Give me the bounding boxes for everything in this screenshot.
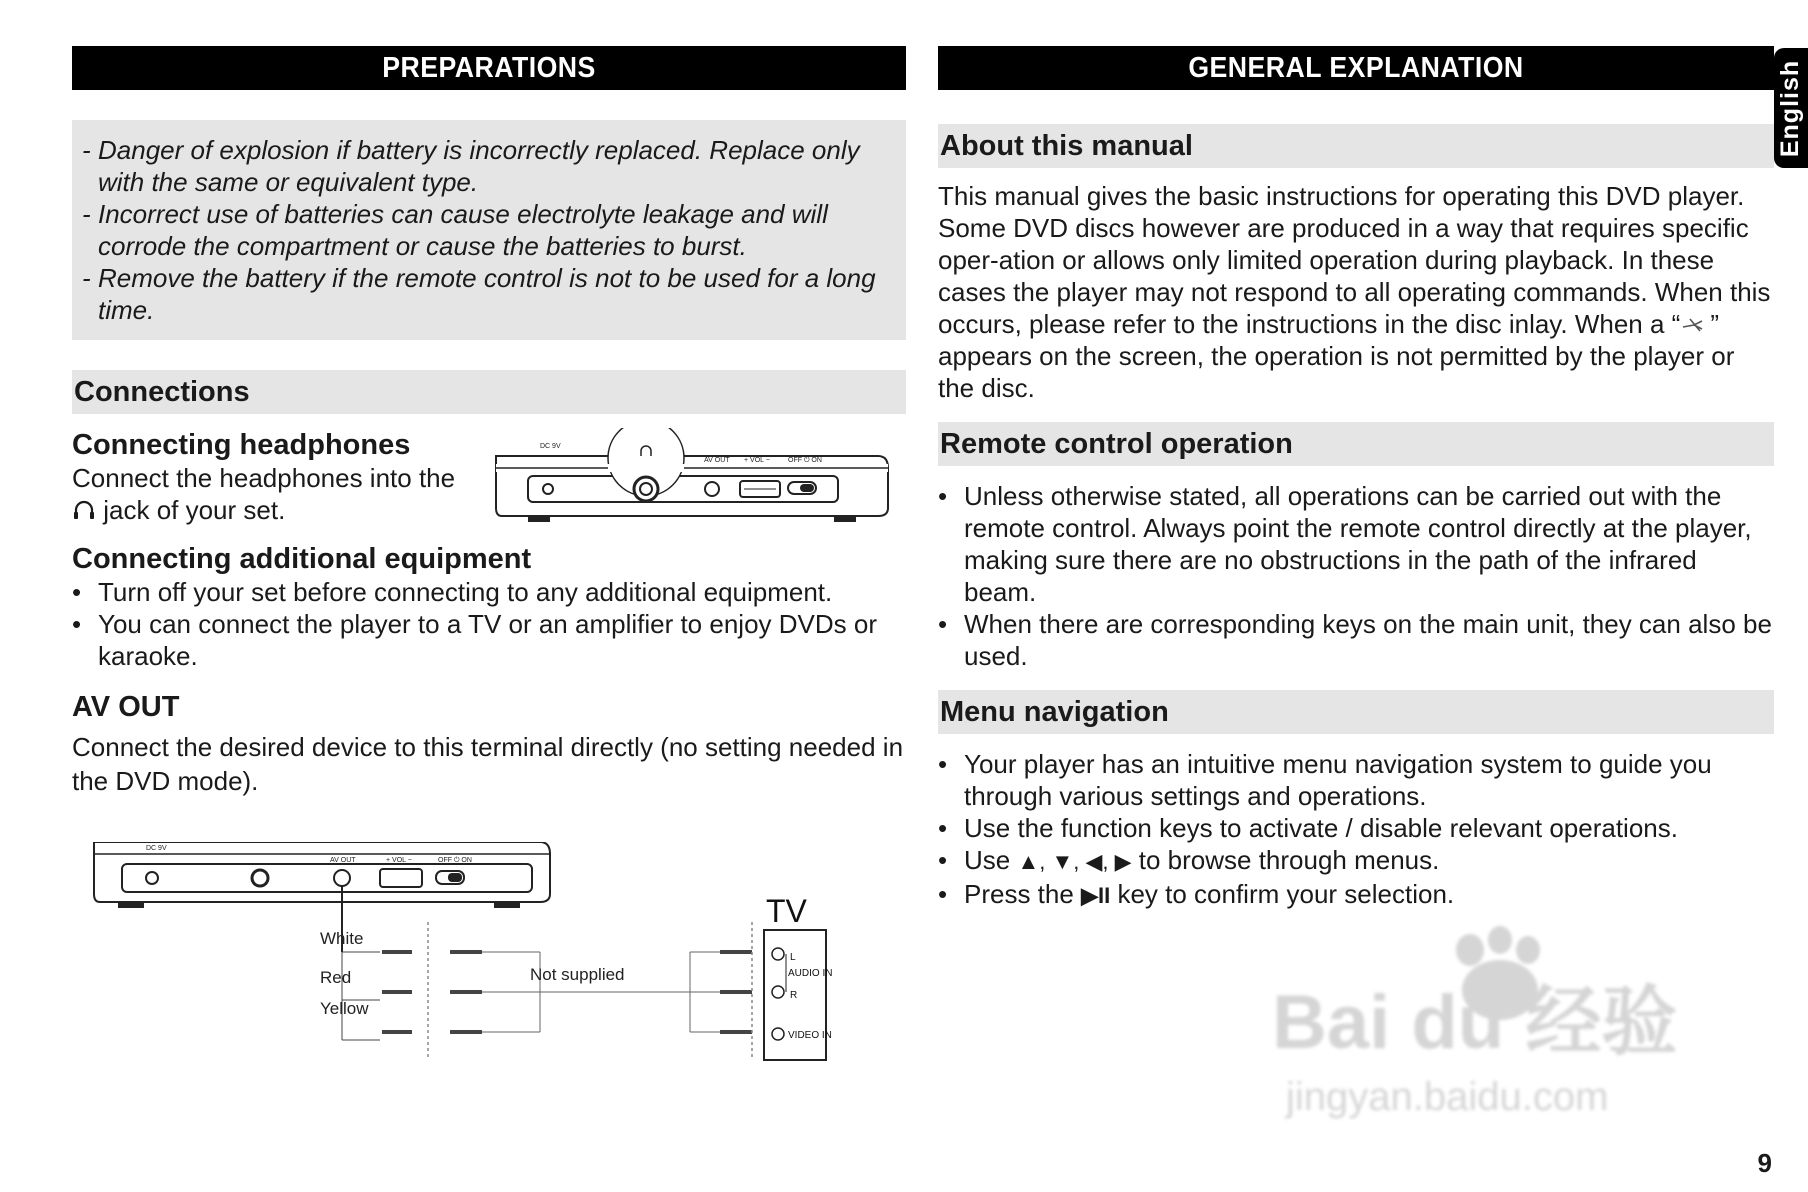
list-item: • Your player has an intuitive menu navigation system to guide you through various settings and operations. xyxy=(938,749,1712,811)
preparations-banner xyxy=(72,46,906,90)
red-label: Red xyxy=(320,968,352,987)
additional-equipment-list xyxy=(72,576,906,672)
audio-in-label: AUDIO IN xyxy=(788,968,833,979)
diagram-vol-label: + VOL − xyxy=(386,857,412,864)
watermark-logo: Bai du 经验 xyxy=(1272,980,1678,1065)
battery-warning-box xyxy=(72,120,906,340)
right-column xyxy=(938,46,1774,912)
not-supplied-label: Not supplied xyxy=(530,965,625,984)
warning-item: - Danger of explosion if battery is incorrectly replaced. Replace only with the same or equivalent type. xyxy=(82,134,886,198)
headphones-text: Connect the headphones into the jack of your set. xyxy=(72,463,456,525)
remote-control-heading: Remote control operation xyxy=(938,422,1774,466)
watermark-url: jingyan.baidu.com xyxy=(1286,1075,1609,1119)
about-manual-text: This manual gives the basic instructions for operating this DVD player. Some DVD discs however are produced in a way that requires specific oper-ation or allows only limited operation during playback. In these cases the player may not respond to all operating commands. When this occurs, please refer to the instructions in the disc inlay. When a “ ” appears on the screen, the operation is not permitted by the player or the disc. xyxy=(938,181,1771,403)
video-in-label: VIDEO IN xyxy=(788,1030,832,1041)
list-item: • You can connect the player to a TV or an amplifier to enjoy DVDs or karaoke. xyxy=(72,609,877,671)
list-item: • Use the function keys to activate / disable relevant operations. xyxy=(938,813,1678,843)
preparations-title: PREPARATIONS xyxy=(105,46,872,90)
list-item: • Unless otherwise stated, all operations can be carried out with the remote control. Always point the remote control directly at the player, making sure there are no obstructions in the path of the infrared beam. xyxy=(938,481,1752,607)
dc-label: DC 9V xyxy=(540,443,561,450)
white-label: White xyxy=(320,929,364,948)
list-item: • When there are corresponding keys on the main unit, they can also be used. xyxy=(938,609,1772,671)
offon-label: OFF ⏻ ON xyxy=(788,457,822,464)
yellow-label: Yellow xyxy=(320,999,369,1018)
diagram-offon-label: OFF ⏻ ON xyxy=(438,857,472,864)
l-label: L xyxy=(790,952,796,963)
page-number: 9 xyxy=(1757,1148,1772,1178)
headphones-section xyxy=(72,428,906,540)
warning-item: - Incorrect use of batteries can cause electrolyte leakage and will corrode the compartment or cause the batteries to burst. xyxy=(82,198,886,262)
additional-equipment-title: Connecting additional equipment xyxy=(72,543,532,575)
avout-title: AV OUT xyxy=(72,691,180,723)
diagram-avout-label: AV OUT xyxy=(330,857,356,864)
diagram-dc-label: DC 9V xyxy=(146,845,167,852)
prohibited-hand-icon xyxy=(1680,315,1710,335)
headphones-icon xyxy=(72,499,96,521)
warning-item: - Remove the battery if the remote control is not to be used for a long time. xyxy=(82,262,886,326)
about-manual-heading: About this manual xyxy=(938,124,1774,168)
av-connection-diagram xyxy=(90,842,910,1082)
connections-heading: Connections xyxy=(72,370,906,414)
avout-label: AV OUT xyxy=(704,457,730,464)
tv-label: TV xyxy=(766,893,807,929)
r-label: R xyxy=(790,990,798,1001)
language-tab: English xyxy=(1774,48,1808,168)
play-pause-icon: ▶II xyxy=(1081,883,1111,908)
list-item: • Press the ▶II key to confirm your selection. xyxy=(938,879,1455,909)
menu-navigation-list xyxy=(938,748,1774,912)
list-item: • Use ▲, ▼, ◀, ▶ to browse through menus. xyxy=(938,845,1440,875)
general-explanation-banner xyxy=(938,46,1774,90)
left-column xyxy=(72,46,906,1041)
list-item: • Turn off your set before connecting to any additional equipment. xyxy=(72,577,833,607)
headphones-title: Connecting headphones xyxy=(72,429,411,461)
warning-text: Incorrect use of batteries can cause electrolyte leakage and will corrode the compartment or cause the batteries to burst. xyxy=(98,199,828,261)
remote-control-list xyxy=(938,480,1774,672)
avout-text: Connect the desired device to this terminal directly (no setting needed in the DVD mode). xyxy=(72,732,904,796)
menu-navigation-heading: Menu navigation xyxy=(938,690,1774,734)
vol-label: + VOL − xyxy=(744,457,770,464)
device-side-view-small xyxy=(488,428,898,528)
warning-text: Remove the battery if the remote control is not to be used for a long time. xyxy=(98,263,876,325)
general-explanation-title: GENERAL EXPLANATION xyxy=(971,46,1740,90)
baidu-watermark xyxy=(1270,920,1710,1120)
warning-text: Danger of explosion if battery is incorrectly replaced. Replace only with the same or equivalent type. xyxy=(98,135,860,197)
arrow-keys-icon: ▲, ▼, ◀, ▶ xyxy=(1017,849,1132,874)
